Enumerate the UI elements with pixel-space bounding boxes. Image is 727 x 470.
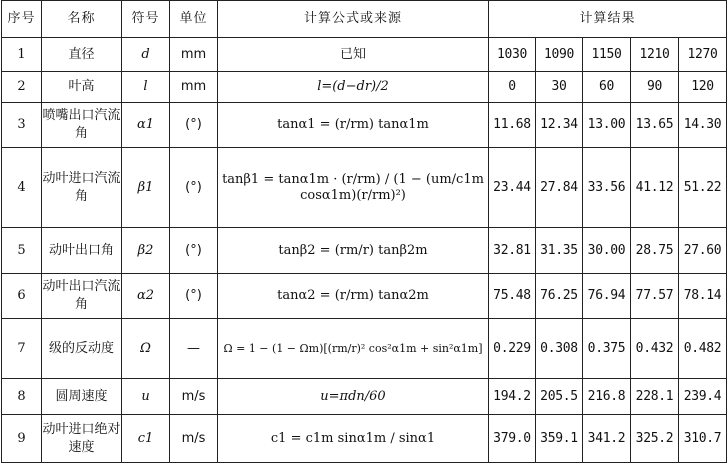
row-number: 2	[2, 72, 42, 103]
row-value: 76.94	[583, 274, 631, 319]
row-name: 动叶出口汽流角	[42, 274, 122, 319]
row-name: 动叶进口汽流角	[42, 148, 122, 228]
row-value: 75.48	[489, 274, 536, 319]
header-name: 名称	[42, 1, 122, 38]
row-value: 60	[583, 72, 631, 103]
row-formula: c1 = c1m sinα1m / sinα1	[218, 415, 489, 463]
row-value: 0.375	[583, 319, 631, 379]
row-formula: 已知	[218, 38, 489, 72]
row-value: 27.84	[536, 148, 583, 228]
row-unit: —	[170, 319, 218, 379]
row-name: 直径	[42, 38, 122, 72]
table-row	[2, 274, 727, 319]
row-value: 28.75	[631, 228, 679, 274]
row-symbol: c1	[122, 415, 170, 463]
row-number: 1	[2, 38, 42, 72]
row-value: 1210	[631, 38, 679, 72]
row-number: 8	[2, 379, 42, 415]
row-number: 4	[2, 148, 42, 228]
table-row	[2, 148, 727, 228]
row-number: 9	[2, 415, 42, 463]
row-formula: u=πdn/60	[218, 379, 489, 415]
row-symbol: α2	[122, 274, 170, 319]
table-row	[2, 319, 727, 379]
row-value: 228.1	[631, 379, 679, 415]
row-value: 0.482	[679, 319, 727, 379]
table-row	[2, 379, 727, 415]
row-value: 310.7	[679, 415, 727, 463]
row-value: 30.00	[583, 228, 631, 274]
row-symbol: α1	[122, 103, 170, 148]
row-number: 6	[2, 274, 42, 319]
row-formula: tanβ2 = (rm/r) tanβ2m	[218, 228, 489, 274]
row-value: 30	[536, 72, 583, 103]
row-value: 239.4	[679, 379, 727, 415]
row-unit: (°)	[170, 274, 218, 319]
row-value: 0.308	[536, 319, 583, 379]
row-formula: Ω = 1 − (1 − Ωm)[(rm/r)² cos²α1m + sin²α1m]	[218, 319, 489, 379]
row-value: 1270	[679, 38, 727, 72]
row-number: 3	[2, 103, 42, 148]
row-number: 5	[2, 228, 42, 274]
row-value: 76.25	[536, 274, 583, 319]
row-unit: (°)	[170, 148, 218, 228]
row-value: 120	[679, 72, 727, 103]
table-row	[2, 72, 727, 103]
header-results: 计算结果	[489, 1, 727, 38]
row-value: 23.44	[489, 148, 536, 228]
row-value: 1030	[489, 38, 536, 72]
row-formula: l=(d−dr)/2	[218, 72, 489, 103]
row-value: 1150	[583, 38, 631, 72]
row-value: 0	[489, 72, 536, 103]
row-value: 379.0	[489, 415, 536, 463]
row-unit: (°)	[170, 228, 218, 274]
row-name: 动叶出口角	[42, 228, 122, 274]
row-value: 0.229	[489, 319, 536, 379]
row-value: 77.57	[631, 274, 679, 319]
row-value: 90	[631, 72, 679, 103]
row-symbol: l	[122, 72, 170, 103]
header-unit: 单位	[170, 1, 218, 38]
row-unit: m/s	[170, 415, 218, 463]
row-formula: tanβ1 = tanα1m · (r/rm) / (1 − (um/c1m cosα1m)(r/rm)²)	[218, 148, 489, 228]
row-value: 194.2	[489, 379, 536, 415]
table-row	[2, 415, 727, 463]
row-value: 325.2	[631, 415, 679, 463]
row-name: 喷嘴出口汽流角	[42, 103, 122, 148]
row-name: 动叶进口绝对速度	[42, 415, 122, 463]
table-row	[2, 38, 727, 72]
table-row	[2, 228, 727, 274]
row-value: 13.00	[583, 103, 631, 148]
row-value: 51.22	[679, 148, 727, 228]
row-symbol: β1	[122, 148, 170, 228]
row-name: 级的反动度	[42, 319, 122, 379]
row-value: 33.56	[583, 148, 631, 228]
calculation-table	[1, 0, 727, 463]
row-value: 12.34	[536, 103, 583, 148]
table-row	[2, 103, 727, 148]
row-unit: m/s	[170, 379, 218, 415]
row-symbol: u	[122, 379, 170, 415]
row-number: 7	[2, 319, 42, 379]
row-value: 78.14	[679, 274, 727, 319]
row-value: 11.68	[489, 103, 536, 148]
row-symbol: Ω	[122, 319, 170, 379]
row-name: 圆周速度	[42, 379, 122, 415]
row-value: 41.12	[631, 148, 679, 228]
row-value: 0.432	[631, 319, 679, 379]
row-value: 1090	[536, 38, 583, 72]
row-formula: tanα1 = (r/rm) tanα1m	[218, 103, 489, 148]
header-symbol: 符号	[122, 1, 170, 38]
row-value: 32.81	[489, 228, 536, 274]
row-value: 31.35	[536, 228, 583, 274]
row-unit: (°)	[170, 103, 218, 148]
row-symbol: β2	[122, 228, 170, 274]
row-value: 341.2	[583, 415, 631, 463]
row-value: 14.30	[679, 103, 727, 148]
header-seq: 序号	[2, 1, 42, 38]
row-value: 359.1	[536, 415, 583, 463]
row-value: 27.60	[679, 228, 727, 274]
row-value: 13.65	[631, 103, 679, 148]
row-unit: mm	[170, 72, 218, 103]
row-symbol: d	[122, 38, 170, 72]
row-formula: tanα2 = (r/rm) tanα2m	[218, 274, 489, 319]
row-value: 205.5	[536, 379, 583, 415]
row-value: 216.8	[583, 379, 631, 415]
row-unit: mm	[170, 38, 218, 72]
row-name: 叶高	[42, 72, 122, 103]
header-row	[2, 1, 727, 38]
header-formula: 计算公式或来源	[218, 1, 489, 38]
